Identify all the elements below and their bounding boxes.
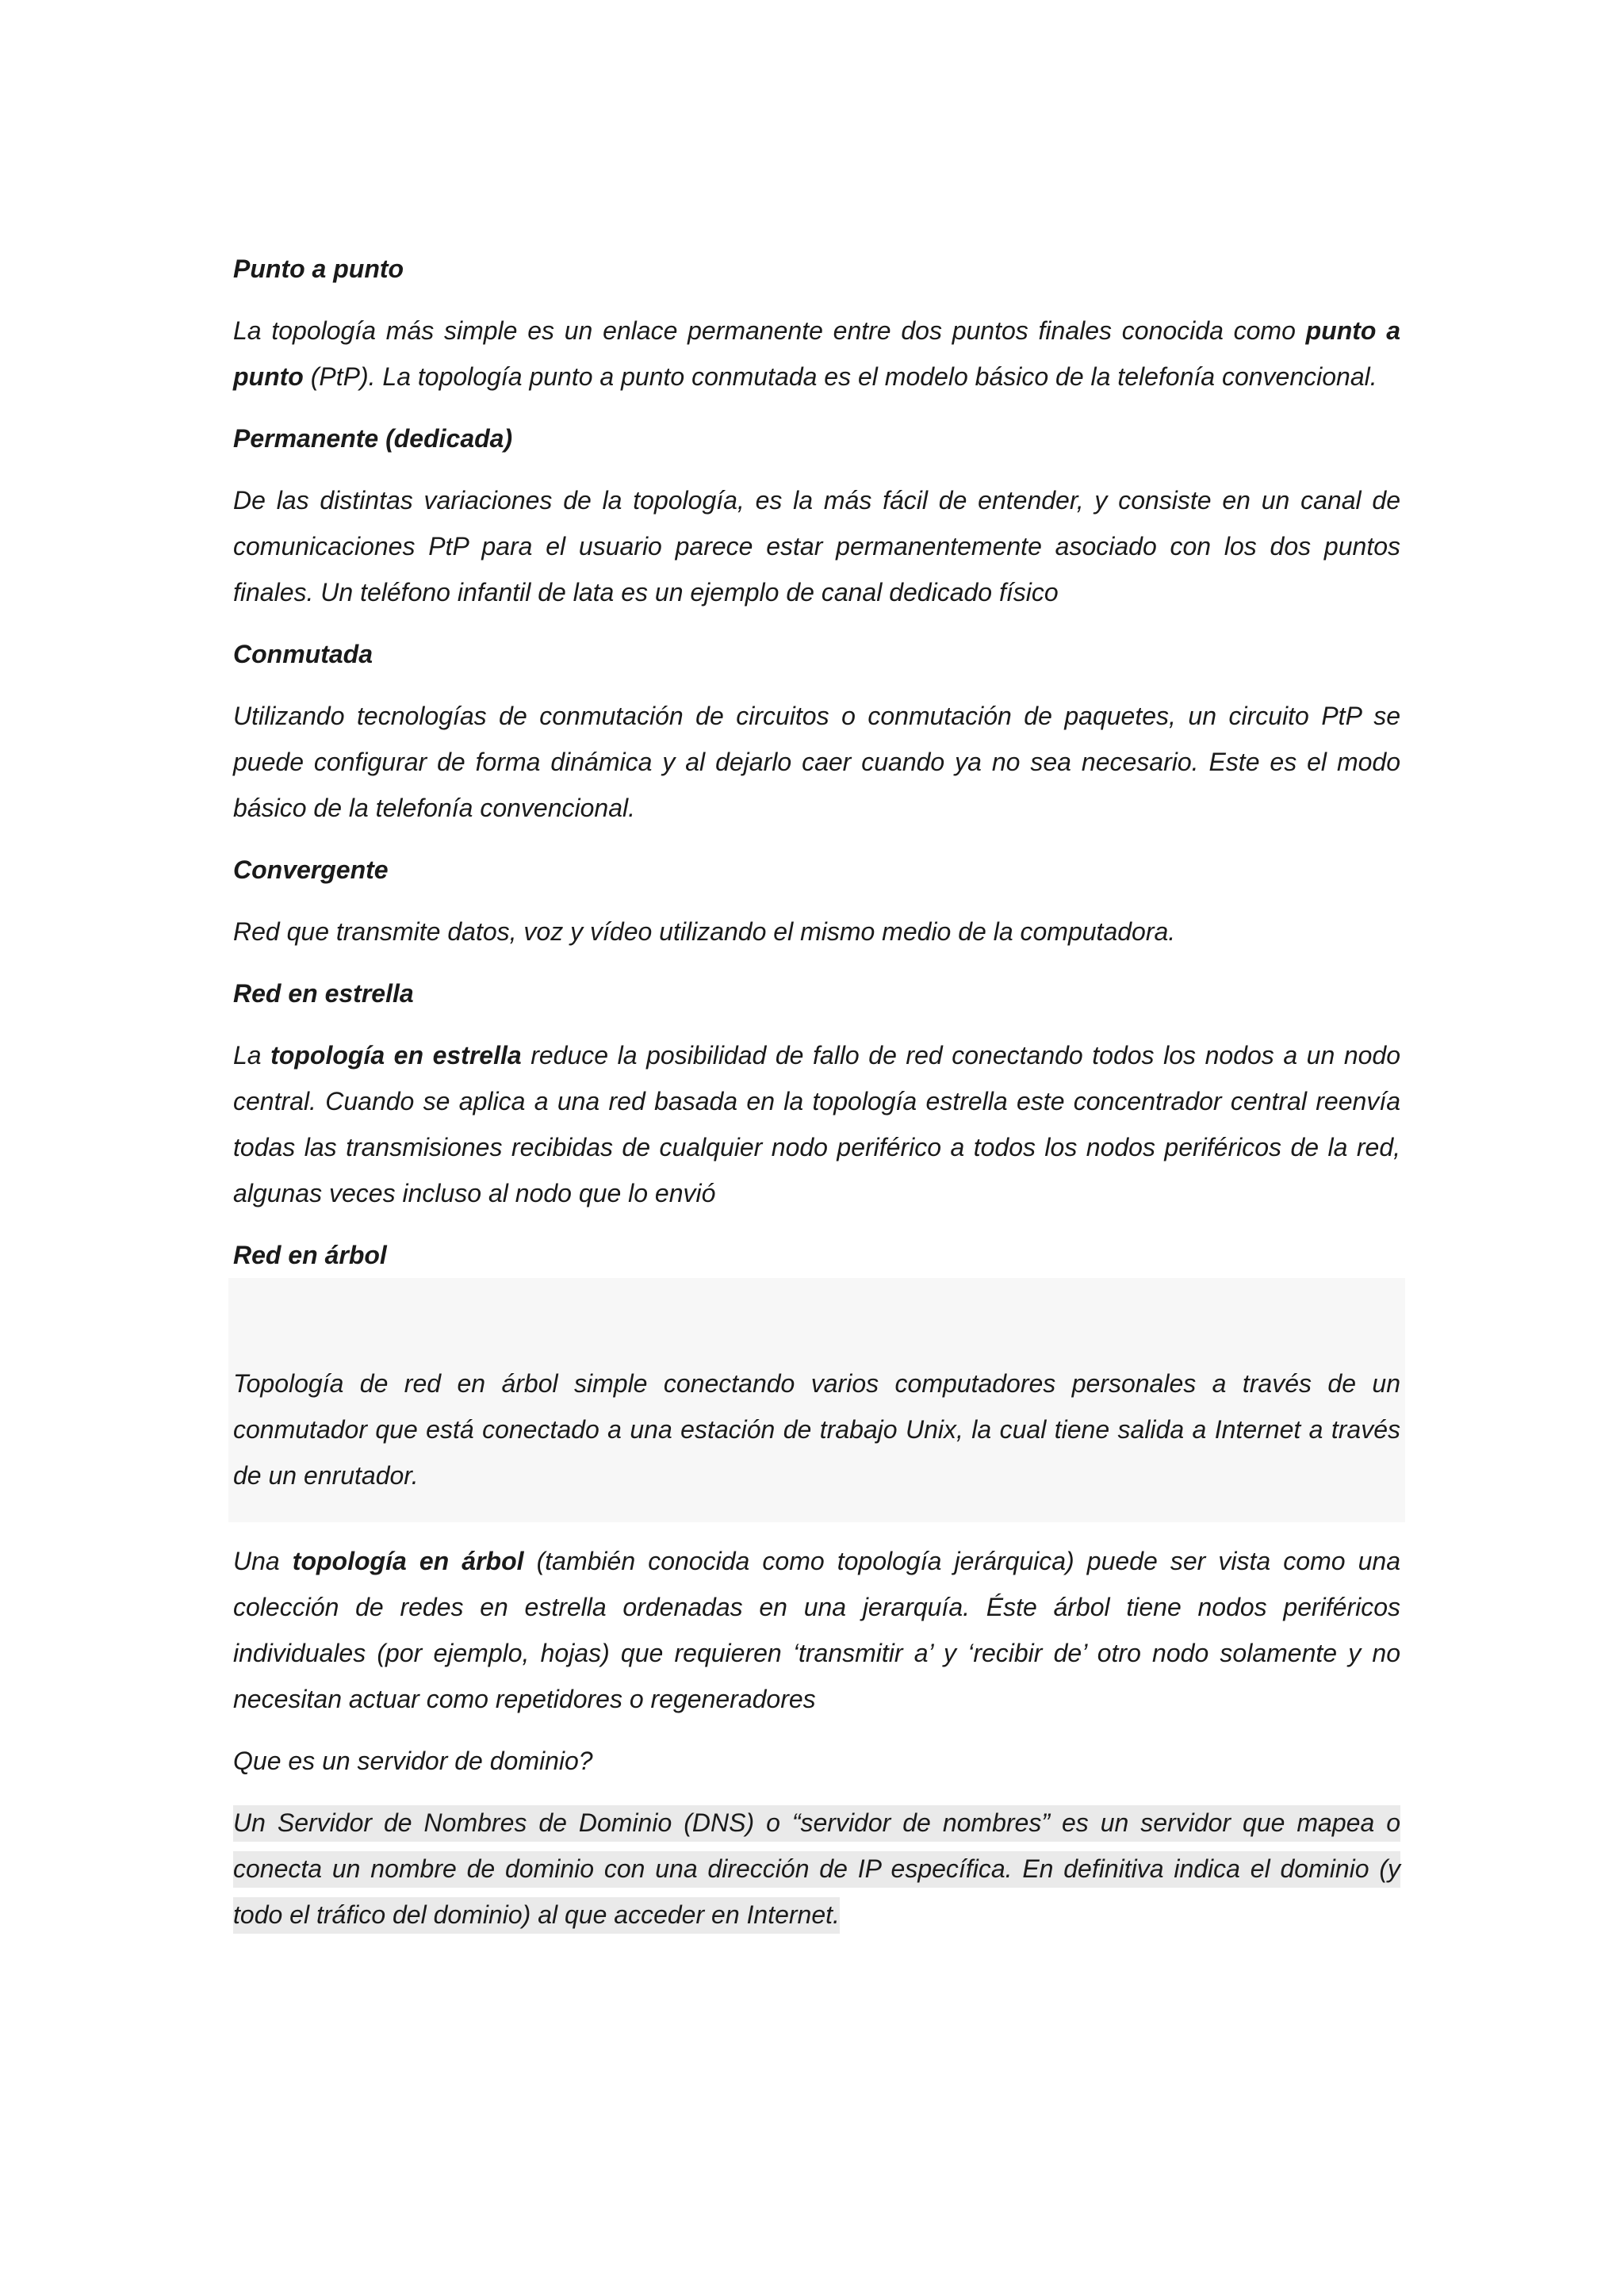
question-servidor-dominio: Que es un servidor de dominio?	[233, 1747, 593, 1775]
paragraph-text: Una	[233, 1547, 293, 1575]
paragraph-red-en-arbol	[233, 1538, 1400, 1722]
highlighted-text: Un Servidor de Nombres de Dominio (DNS) o “servidor de nombres” es un servidor que mapea o conecta un nombre de dominio con una dirección de IP específica. En definitiva indica el dominio (y todo el tráfico del dominio) al que acceder en Internet.	[233, 1805, 1400, 1934]
figure-caption: Topología de red en árbol simple conectando varios computadores personales a través de un conmutador que está conectado a una estación de trabajo Unix, la cual tiene salida a Internet a través de un enrutador.	[233, 1369, 1400, 1490]
paragraph-text: (PtP). La topología punto a punto conmutada es el modelo básico de la telefonía convencional.	[303, 362, 1377, 391]
text-column	[233, 246, 1400, 1938]
answer-servidor-dominio	[233, 1800, 1400, 1938]
paragraph-convergente: Red que transmite datos, voz y vídeo utilizando el mismo medio de la computadora.	[233, 917, 1176, 946]
bold-term: topología en árbol	[292, 1547, 524, 1575]
paragraph-text: La topología más simple es un enlace permanente entre dos puntos finales conocida como	[233, 316, 1306, 345]
paragraph-conmutada: Utilizando tecnologías de conmutación de circuitos o conmutación de paquetes, un circuito PtP se puede configurar de forma dinámica y al dejarlo caer cuando ya no sea necesario. Este es el modo básico de la telefonía convencional.	[233, 702, 1400, 822]
paragraph-permanente: De las distintas variaciones de la topología, es la más fácil de entender, y consiste en un canal de comunicaciones PtP para el usuario parece estar permanentemente asociado con los dos puntos finales. Un teléfono infantil de lata es un ejemplo de canal dedicado físico	[233, 486, 1400, 607]
heading-punto-a-punto: Punto a punto	[233, 254, 404, 283]
heading-red-en-estrella: Red en estrella	[233, 979, 414, 1008]
paragraph-punto-a-punto	[233, 308, 1400, 400]
paragraph-text: (también conocida como topología jerárquica) puede ser vista como una colección de redes en estrella ordenadas en una jerarquía. Éste árbol tiene nodos periféricos individuales (por ejemplo, hojas) que requieren ‘transmitir a’ y ‘recibir de’ otro nodo solamente y no necesitan actuar como repetidores o regeneradores	[233, 1547, 1401, 1713]
bold-term: punto a punto	[233, 316, 1400, 391]
bold-term: topología en estrella	[270, 1041, 522, 1070]
figure-caption-box	[228, 1278, 1405, 1522]
paragraph-text: La	[233, 1041, 271, 1070]
heading-conmutada: Conmutada	[233, 640, 373, 668]
paragraph-red-en-estrella	[233, 1032, 1400, 1216]
heading-convergente: Convergente	[233, 855, 389, 884]
heading-permanente: Permanente (dedicada)	[233, 424, 513, 453]
heading-red-en-arbol: Red en árbol	[233, 1241, 387, 1269]
paragraph-text: reduce la posibilidad de fallo de red conectando todos los nodos a un nodo central. Cuando se aplica a una red basada en la topología estrella este concentrador central reenvía todas las transmisiones recibidas de cualquier nodo periférico a todos los nodos periféricos de la red, algunas veces incluso al nodo que lo envió	[233, 1041, 1401, 1207]
